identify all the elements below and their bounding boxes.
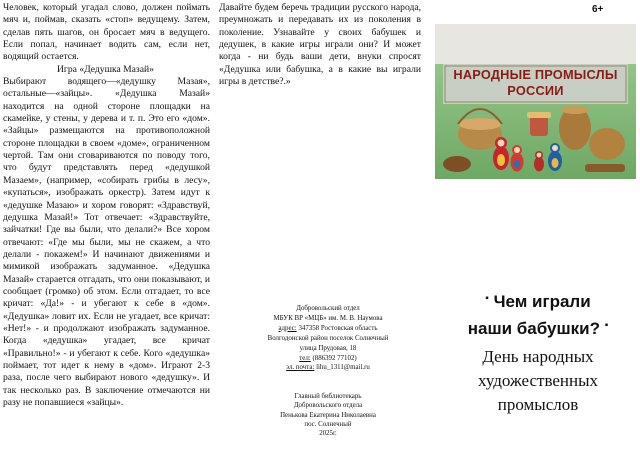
brochure-subtitle <box>440 345 636 417</box>
org-address <box>248 324 408 334</box>
age-rating-badge: 6+ <box>592 4 604 15</box>
signature-year: 2025г. <box>319 430 337 438</box>
subtitle-line-3: промыслов <box>497 395 579 414</box>
cover-title <box>435 67 636 99</box>
phone-value: (886392 77102) <box>312 354 357 362</box>
author-signature <box>248 392 408 438</box>
game-title: Игра «Дедушка Мазай» <box>57 63 154 75</box>
org-address-2: Волгодонской район поселок Солнечный <box>267 334 389 342</box>
library-contacts <box>248 304 408 373</box>
address-value: 347358 Ростовская область <box>298 324 378 332</box>
crafts-illustration <box>435 24 636 179</box>
cover-image <box>435 24 636 179</box>
email-value[interactable]: lihu_1311@mail.ru <box>316 364 370 372</box>
heading-text-1: Чем играли <box>493 292 591 311</box>
game-rules-paragraph: Выбирают водящего—«дедушку Мазая», остальные—«зайцы». «Дедушка Мазай» находится на одной стороне площадки на скамейке, у стены, у дерева и т. п. Это его «дом». «Зайцы» размещаются на противоположной стороне площадки в своем «доме», ограниченном чертой. Там они сговариваются по поводу того, что будут представлять перед «дедушкой Мазаем», (например, «собирать грибы в лесу», «купаться», изображать оркестр). Затем идут к «дедушке Мазаю» и хором говорят: «Здравствуй, дедушка Мазай!» Тот отвечает: «Здравствуйте, зайчатки! Где вы были, что делали?» Все хором отвечают: «Где мы были, мы не скажем, а что делали - покажем!» И начинают движениями и мимикой изображать задуманное. «Дедушка Мазай» старается отгадать, что они показывают, и сообщает (громко) об этом. Если отгадает, то все кричат: «Да!» - и убегают к себе в «дом». «Дедушка» ловит их. Если не угадает, все кричат: «Нет!» - и продолжают изображать задуманное. Когда «дедушка» угадает, все кричат «Правильно!» - и убегают к себе. Кого «дедушка» поймает, тот идет к нему в «дом». Играют 2-3 раза, после чего выбирают нового «дедушку». И так несколько раз. В заключение отмечаются ни разу не попавшиеся «зайцы». <box>3 76 210 408</box>
heading-line-2 <box>440 314 636 341</box>
org-email <box>248 363 408 373</box>
game-intro-paragraph: Человек, который угадал слово, должен поймать мяч и, поймав, сказать «стоп» ведущему. Затем, сделав пять шагов, он бросает мяч в ведущего. Если попал, начинает водить сам, если нет, водящий остается. <box>3 2 210 63</box>
cover-title-line-2: РОССИИ <box>507 83 564 98</box>
org-line-1: Добровольский отдел <box>296 305 360 312</box>
game-rules-column <box>3 2 210 409</box>
heading-line-1 <box>440 287 636 314</box>
phone-label: тел: <box>299 354 311 362</box>
bullet-icon: ▪ <box>604 320 609 331</box>
address-label: адрес: <box>278 324 297 332</box>
bullet-icon: ▪ <box>485 293 489 304</box>
subtitle-line-2: художественных <box>477 371 599 390</box>
org-line-2: МБУК ВР «МЦБ» им. М. В. Наумова <box>273 314 383 322</box>
signature-line-2: Добровольского отдела <box>293 402 363 410</box>
signature-line-3: Пенькова Екатерина Николаевна <box>280 411 376 419</box>
heading-text-2: наши бабушки? <box>467 319 600 338</box>
signature-line-1: Главный библиотекарь <box>294 393 362 400</box>
cover-title-line-1: НАРОДНЫЕ ПРОМЫСЛЫ <box>453 67 618 82</box>
org-phone <box>248 354 408 364</box>
subtitle-line-1: День народных <box>482 347 594 366</box>
signature-line-4: пос. Солнечный <box>304 420 352 428</box>
brochure-heading <box>440 287 636 341</box>
email-label: эл. почта: <box>286 364 315 372</box>
org-address-3: улица Прудовая, 18 <box>299 344 357 352</box>
traditions-paragraph: Давайте будем беречь традиции русского народа, преумножать и передавать их из поколения в поколение. Узнавайте у своих бабушек и дедушек, в какие игры играли они? И может когда - ни будь ваши дети, внуки спросят «Дедушка или бабушка, а в какие вы играли игры в детстве?.» <box>219 2 421 88</box>
